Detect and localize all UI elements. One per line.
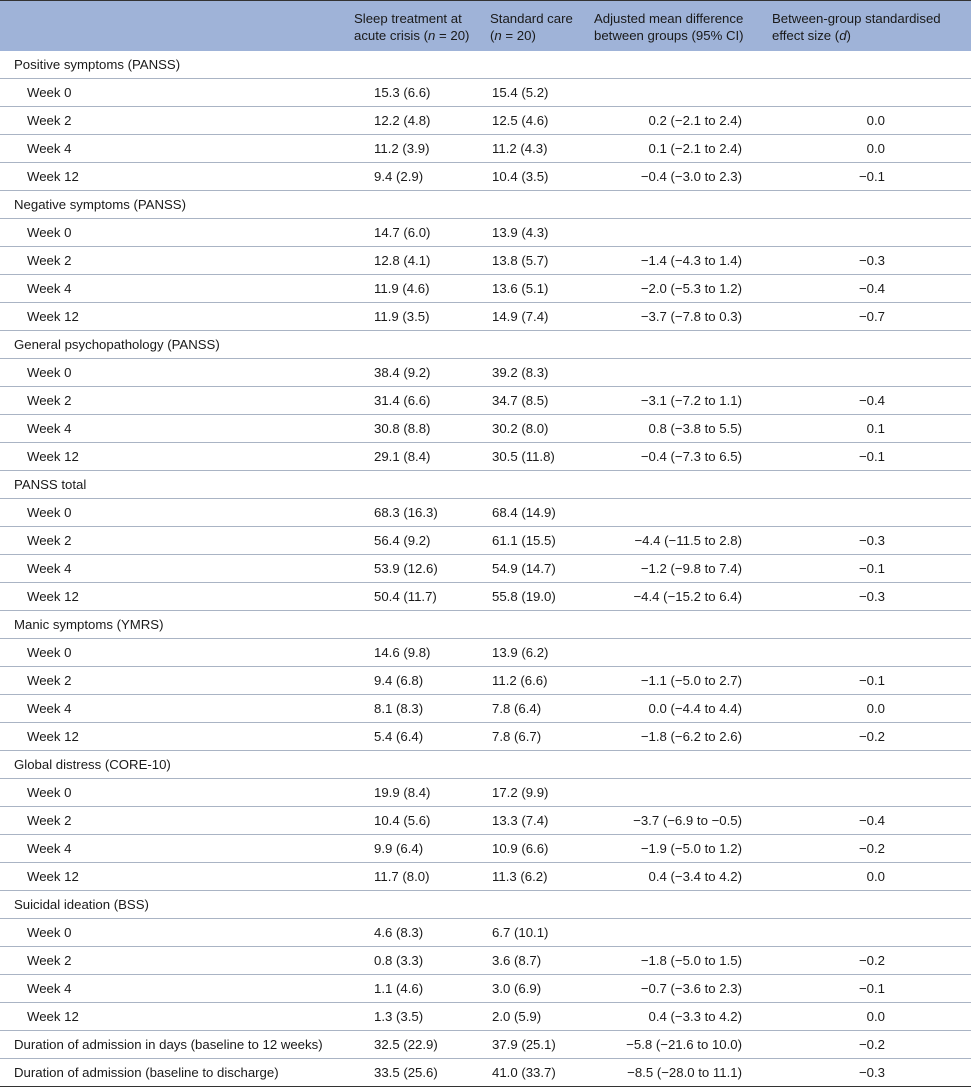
sleep-treatment-value: 11.7 (8.0): [342, 863, 480, 891]
table-row: [0, 779, 971, 807]
table-header: [0, 1, 971, 52]
group-title: General psychopathology (PANSS): [0, 331, 971, 359]
table-row: [0, 975, 971, 1003]
table-row: [0, 695, 971, 723]
group-header-row: [0, 191, 971, 219]
row-label: Duration of admission in days (baseline to 12 weeks): [0, 1031, 342, 1059]
effect-size-value: [766, 639, 971, 667]
standard-care-value: 11.2 (6.6): [480, 667, 588, 695]
row-label: Week 4: [0, 555, 342, 583]
row-label: Week 4: [0, 975, 342, 1003]
effect-size-value: 0.0: [766, 107, 971, 135]
sleep-treatment-value: 8.1 (8.3): [342, 695, 480, 723]
sleep-treatment-value: 9.9 (6.4): [342, 835, 480, 863]
effect-size-value: −0.2: [766, 835, 971, 863]
row-label: Week 12: [0, 303, 342, 331]
table-body: [0, 51, 971, 1087]
effect-size-value: −0.1: [766, 975, 971, 1003]
mean-difference-value: [588, 779, 766, 807]
row-label: Week 0: [0, 639, 342, 667]
standard-care-value: 34.7 (8.5): [480, 387, 588, 415]
sleep-treatment-value: 68.3 (16.3): [342, 499, 480, 527]
sleep-treatment-value: 12.2 (4.8): [342, 107, 480, 135]
standard-care-value: 13.3 (7.4): [480, 807, 588, 835]
mean-difference-value: 0.2 (−2.1 to 2.4): [588, 107, 766, 135]
mean-difference-value: 0.0 (−4.4 to 4.4): [588, 695, 766, 723]
standard-care-value: 55.8 (19.0): [480, 583, 588, 611]
standard-care-value: 11.3 (6.2): [480, 863, 588, 891]
standard-care-value: 13.9 (4.3): [480, 219, 588, 247]
standard-care-value: 14.9 (7.4): [480, 303, 588, 331]
table-row: [0, 947, 971, 975]
duration-row: [0, 1059, 971, 1087]
table-row: [0, 107, 971, 135]
standard-care-value: 2.0 (5.9): [480, 1003, 588, 1031]
row-label: Week 0: [0, 79, 342, 107]
table-row: [0, 639, 971, 667]
mean-difference-value: −3.1 (−7.2 to 1.1): [588, 387, 766, 415]
effect-size-value: −0.3: [766, 583, 971, 611]
effect-size-value: 0.0: [766, 135, 971, 163]
row-label: Week 2: [0, 667, 342, 695]
sleep-treatment-value: 5.4 (6.4): [342, 723, 480, 751]
group-header-row: [0, 751, 971, 779]
standard-care-value: 7.8 (6.7): [480, 723, 588, 751]
effect-size-value: 0.0: [766, 1003, 971, 1031]
mean-difference-value: −0.4 (−3.0 to 2.3): [588, 163, 766, 191]
mean-difference-value: [588, 639, 766, 667]
effect-size-value: [766, 499, 971, 527]
row-label: Week 0: [0, 219, 342, 247]
mean-difference-value: −5.8 (−21.6 to 10.0): [588, 1031, 766, 1059]
mean-difference-value: −0.4 (−7.3 to 6.5): [588, 443, 766, 471]
mean-difference-value: 0.8 (−3.8 to 5.5): [588, 415, 766, 443]
effect-size-value: [766, 779, 971, 807]
row-label: Week 4: [0, 835, 342, 863]
table-row: [0, 919, 971, 947]
group-title: PANSS total: [0, 471, 971, 499]
row-label: Week 0: [0, 779, 342, 807]
mean-difference-value: −1.9 (−5.0 to 1.2): [588, 835, 766, 863]
mean-difference-value: −3.7 (−7.8 to 0.3): [588, 303, 766, 331]
standard-care-value: 7.8 (6.4): [480, 695, 588, 723]
effect-size-value: −0.1: [766, 555, 971, 583]
header-standard-care: Standard care (n = 20): [480, 1, 588, 52]
sleep-treatment-value: 4.6 (8.3): [342, 919, 480, 947]
mean-difference-value: −4.4 (−15.2 to 6.4): [588, 583, 766, 611]
standard-care-value: 39.2 (8.3): [480, 359, 588, 387]
mean-difference-value: [588, 499, 766, 527]
effect-size-value: −0.3: [766, 1059, 971, 1087]
mean-difference-value: [588, 79, 766, 107]
mean-difference-value: −4.4 (−11.5 to 2.8): [588, 527, 766, 555]
sleep-treatment-value: 31.4 (6.6): [342, 387, 480, 415]
group-header-row: [0, 891, 971, 919]
table-row: [0, 555, 971, 583]
row-label: Week 0: [0, 499, 342, 527]
standard-care-value: 3.0 (6.9): [480, 975, 588, 1003]
group-title: Global distress (CORE-10): [0, 751, 971, 779]
row-label: Week 0: [0, 359, 342, 387]
effect-size-value: −0.3: [766, 527, 971, 555]
mean-difference-value: −1.8 (−6.2 to 2.6): [588, 723, 766, 751]
table-row: [0, 219, 971, 247]
duration-row: [0, 1031, 971, 1059]
sleep-treatment-value: 10.4 (5.6): [342, 807, 480, 835]
mean-difference-value: −8.5 (−28.0 to 11.1): [588, 1059, 766, 1087]
row-label: Week 4: [0, 415, 342, 443]
effect-size-value: 0.0: [766, 695, 971, 723]
standard-care-value: 13.8 (5.7): [480, 247, 588, 275]
standard-care-value: 68.4 (14.9): [480, 499, 588, 527]
table-row: [0, 135, 971, 163]
row-label: Week 4: [0, 135, 342, 163]
group-header-row: [0, 611, 971, 639]
header-effect-size: Between-group standardised effect size (d): [766, 1, 971, 52]
row-label: Week 12: [0, 723, 342, 751]
effect-size-value: −0.4: [766, 387, 971, 415]
sleep-treatment-value: 29.1 (8.4): [342, 443, 480, 471]
sleep-treatment-value: 1.1 (4.6): [342, 975, 480, 1003]
sleep-treatment-value: 11.9 (4.6): [342, 275, 480, 303]
row-label: Week 12: [0, 163, 342, 191]
effect-size-value: −0.2: [766, 723, 971, 751]
table-row: [0, 79, 971, 107]
standard-care-value: 41.0 (33.7): [480, 1059, 588, 1087]
header-sleep-treatment: Sleep treatment at acute crisis (n = 20): [342, 1, 480, 52]
row-label: Week 2: [0, 527, 342, 555]
sleep-treatment-value: 11.9 (3.5): [342, 303, 480, 331]
sleep-treatment-value: 53.9 (12.6): [342, 555, 480, 583]
mean-difference-value: [588, 919, 766, 947]
sleep-treatment-value: 9.4 (6.8): [342, 667, 480, 695]
effect-size-value: 0.1: [766, 415, 971, 443]
effect-size-value: −0.4: [766, 275, 971, 303]
sleep-treatment-value: 9.4 (2.9): [342, 163, 480, 191]
sleep-treatment-value: 38.4 (9.2): [342, 359, 480, 387]
group-title: Negative symptoms (PANSS): [0, 191, 971, 219]
mean-difference-value: 0.1 (−2.1 to 2.4): [588, 135, 766, 163]
effect-size-value: −0.3: [766, 247, 971, 275]
mean-difference-value: −3.7 (−6.9 to −0.5): [588, 807, 766, 835]
standard-care-value: 10.4 (3.5): [480, 163, 588, 191]
table-row: [0, 835, 971, 863]
row-label: Week 4: [0, 695, 342, 723]
standard-care-value: 10.9 (6.6): [480, 835, 588, 863]
standard-care-value: 54.9 (14.7): [480, 555, 588, 583]
standard-care-value: 6.7 (10.1): [480, 919, 588, 947]
effect-size-value: −0.4: [766, 807, 971, 835]
row-label: Week 2: [0, 947, 342, 975]
effect-size-value: −0.2: [766, 1031, 971, 1059]
standard-care-value: 61.1 (15.5): [480, 527, 588, 555]
group-header-row: [0, 471, 971, 499]
header-mean-difference: Adjusted mean difference between groups (95% CI): [588, 1, 766, 52]
row-label: Duration of admission (baseline to discharge): [0, 1059, 342, 1087]
sleep-treatment-value: 50.4 (11.7): [342, 583, 480, 611]
row-label: Week 12: [0, 1003, 342, 1031]
table-row: [0, 387, 971, 415]
effect-size-value: 0.0: [766, 863, 971, 891]
table-row: [0, 415, 971, 443]
standard-care-value: 30.5 (11.8): [480, 443, 588, 471]
mean-difference-value: −2.0 (−5.3 to 1.2): [588, 275, 766, 303]
effect-size-value: [766, 919, 971, 947]
standard-care-value: 13.9 (6.2): [480, 639, 588, 667]
table-row: [0, 303, 971, 331]
mean-difference-value: −1.2 (−9.8 to 7.4): [588, 555, 766, 583]
standard-care-value: 15.4 (5.2): [480, 79, 588, 107]
sleep-treatment-value: 15.3 (6.6): [342, 79, 480, 107]
row-label: Week 2: [0, 247, 342, 275]
mean-difference-value: −0.7 (−3.6 to 2.3): [588, 975, 766, 1003]
sleep-treatment-value: 56.4 (9.2): [342, 527, 480, 555]
table-row: [0, 807, 971, 835]
mean-difference-value: [588, 359, 766, 387]
row-label: Week 2: [0, 807, 342, 835]
mean-difference-value: [588, 219, 766, 247]
standard-care-value: 30.2 (8.0): [480, 415, 588, 443]
effect-size-value: −0.1: [766, 667, 971, 695]
table-row: [0, 667, 971, 695]
sleep-treatment-value: 0.8 (3.3): [342, 947, 480, 975]
effect-size-value: −0.1: [766, 163, 971, 191]
mean-difference-value: −1.8 (−5.0 to 1.5): [588, 947, 766, 975]
row-label: Week 2: [0, 387, 342, 415]
standard-care-value: 12.5 (4.6): [480, 107, 588, 135]
sleep-treatment-value: 19.9 (8.4): [342, 779, 480, 807]
group-header-row: [0, 331, 971, 359]
group-title: Positive symptoms (PANSS): [0, 51, 971, 79]
standard-care-value: 17.2 (9.9): [480, 779, 588, 807]
effect-size-value: −0.1: [766, 443, 971, 471]
effect-size-value: [766, 219, 971, 247]
effect-size-value: −0.7: [766, 303, 971, 331]
table-row: [0, 723, 971, 751]
table-row: [0, 527, 971, 555]
group-title: Suicidal ideation (BSS): [0, 891, 971, 919]
table-row: [0, 1003, 971, 1031]
table-row: [0, 499, 971, 527]
sleep-treatment-value: 12.8 (4.1): [342, 247, 480, 275]
row-label: Week 4: [0, 275, 342, 303]
mean-difference-value: 0.4 (−3.4 to 4.2): [588, 863, 766, 891]
sleep-treatment-value: 11.2 (3.9): [342, 135, 480, 163]
standard-care-value: 3.6 (8.7): [480, 947, 588, 975]
table-row: [0, 359, 971, 387]
effect-size-value: [766, 79, 971, 107]
standard-care-value: 11.2 (4.3): [480, 135, 588, 163]
table-row: [0, 583, 971, 611]
table-row: [0, 247, 971, 275]
sleep-treatment-value: 33.5 (25.6): [342, 1059, 480, 1087]
group-header-row: [0, 51, 971, 79]
sleep-treatment-value: 1.3 (3.5): [342, 1003, 480, 1031]
row-label: Week 12: [0, 863, 342, 891]
effect-size-value: −0.2: [766, 947, 971, 975]
header-blank: [0, 1, 342, 52]
table-row: [0, 443, 971, 471]
row-label: Week 12: [0, 443, 342, 471]
sleep-treatment-value: 30.8 (8.8): [342, 415, 480, 443]
row-label: Week 2: [0, 107, 342, 135]
effect-size-value: [766, 359, 971, 387]
mean-difference-value: −1.4 (−4.3 to 1.4): [588, 247, 766, 275]
table-row: [0, 163, 971, 191]
row-label: Week 12: [0, 583, 342, 611]
header-row: [0, 1, 971, 52]
mean-difference-value: 0.4 (−3.3 to 4.2): [588, 1003, 766, 1031]
mean-difference-value: −1.1 (−5.0 to 2.7): [588, 667, 766, 695]
table-row: [0, 863, 971, 891]
sleep-treatment-value: 14.7 (6.0): [342, 219, 480, 247]
table-row: [0, 275, 971, 303]
row-label: Week 0: [0, 919, 342, 947]
standard-care-value: 13.6 (5.1): [480, 275, 588, 303]
sleep-treatment-value: 32.5 (22.9): [342, 1031, 480, 1059]
standard-care-value: 37.9 (25.1): [480, 1031, 588, 1059]
sleep-treatment-value: 14.6 (9.8): [342, 639, 480, 667]
group-title: Manic symptoms (YMRS): [0, 611, 971, 639]
